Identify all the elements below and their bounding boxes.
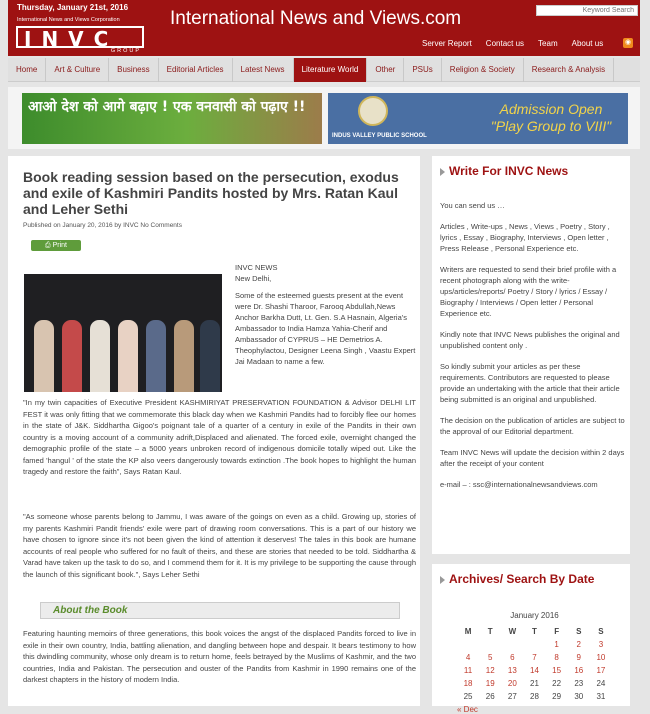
article-title: Book reading session based on the persecution, exodus and exile of Kashmiri Pandits hosted by Mrs. Ratan Kaul and Leher Sethi bbox=[23, 169, 399, 217]
calendar-day: 28 bbox=[530, 692, 539, 701]
article-panel bbox=[8, 156, 420, 706]
calendar bbox=[457, 611, 612, 714]
calendar-day[interactable]: 11 bbox=[463, 666, 473, 675]
school-banner[interactable] bbox=[328, 93, 628, 144]
calendar-month: January 2016 bbox=[510, 611, 559, 620]
calendar-day: 29 bbox=[552, 692, 562, 701]
nav-home[interactable]: Home bbox=[8, 58, 46, 82]
weekday: S bbox=[576, 627, 582, 636]
banner-row bbox=[8, 87, 640, 149]
paragraph-3: Featuring haunting memoirs of three generations, this book voices the angst of the displaced Pandits forced to live in exile in their own country, India, battling alienation, and dangling between hope and despair. It bears testimony to how this dwindling community, whose only dream is to return home, feels betrayed by the Muslims of Kashmir, and the two countries, India and Pakistan. The persecution and ouster of the Pandits from Kashmir in 1990 remains one of the darkest chapters in the history of modern India. bbox=[23, 629, 416, 684]
calendar-day[interactable]: 20 bbox=[507, 679, 517, 688]
logo-text: INVC bbox=[24, 27, 119, 51]
school-name: INDUS VALLEY PUBLIC SCHOOL bbox=[332, 133, 427, 139]
calendar-day bbox=[479, 638, 501, 651]
nav-psus[interactable]: PSUs bbox=[404, 58, 441, 82]
write-para: So kindly submit your articles as per these requirements. Contributors are requested to please provide an undertaking with the article that their article being submitted is an original and unpublished. bbox=[440, 362, 620, 404]
logo-group: GROUP bbox=[110, 48, 141, 54]
calendar-day[interactable]: 3 bbox=[598, 640, 604, 649]
triangle-icon bbox=[440, 576, 445, 584]
calendar-day[interactable]: 17 bbox=[596, 666, 606, 675]
current-date: Thursday, January 21st, 2016 bbox=[17, 3, 129, 12]
article-photo bbox=[24, 274, 222, 392]
nav-religion-society[interactable]: Religion & Society bbox=[442, 58, 524, 82]
contact-us-link[interactable]: Contact us bbox=[485, 39, 525, 48]
calendar-day[interactable]: 10 bbox=[596, 653, 606, 662]
paragraph-2: "As someone whose parents belong to Jammu, I was aware of the goings on even as a child. Growing up, stories of my parents Kashmiri Pandit friends' exile were part of drawing room conversations. This is a part of our history we have chosen to ignore since it's not been given the kind of attention it deserves! The tales in this book are humane accounts of real people who suffered for no fault of theirs, and these are stories that needed to be told. Siddhartha & Varad have taken up the task to do so, and I commend them for it. It is my privilege to be supporting the cause through the launch of this significant book.", Says Leher Sethi bbox=[23, 512, 416, 579]
logo-tagline: International News and Views Corporation bbox=[17, 17, 120, 23]
weekday: M bbox=[464, 627, 472, 636]
nav-other[interactable]: Other bbox=[367, 58, 404, 82]
calendar-day: 25 bbox=[463, 692, 473, 701]
site-header bbox=[8, 0, 640, 56]
about-us-link[interactable]: About us bbox=[571, 39, 604, 48]
calendar-day[interactable]: 8 bbox=[554, 653, 559, 662]
write-para: Kindly note that INVC News publishes the original and unpublished content only . bbox=[440, 330, 620, 350]
admission-line-2: "Play Group to VIII" bbox=[490, 118, 612, 134]
rss-icon[interactable]: ◉ bbox=[624, 39, 632, 46]
calendar-day bbox=[501, 638, 523, 651]
calendar-day[interactable]: 15 bbox=[552, 666, 562, 675]
intro-paragraph: Some of the esteemed guests present at the event were Dr. Shashi Tharoor, Farooq Abdullah,News Anchor Barkha Dutt, Lt. Gen. S.A Hasnain, Algeria's Ambassador to India Hamza Yahia-Cherif and Ambassador of CYPRUS – HE Demetrios A. Theophylactou, Designer Leena Singh , Vaastu Expert Jai Madaan to name a few. bbox=[235, 291, 416, 366]
email-address[interactable]: e-mail – : ssc@internationalnewsandviews.com bbox=[440, 480, 598, 489]
calendar-day[interactable]: 18 bbox=[463, 679, 473, 688]
server-report-link[interactable]: Server Report bbox=[422, 39, 472, 48]
calendar-day[interactable]: 1 bbox=[554, 640, 559, 649]
archive-heading-text: Archives/ Search By Date bbox=[449, 572, 595, 586]
calendar-day: 26 bbox=[485, 692, 495, 701]
calendar-day[interactable]: 7 bbox=[532, 653, 537, 662]
print-label: Print bbox=[52, 242, 67, 249]
write-heading bbox=[440, 164, 568, 178]
calendar-day[interactable]: 5 bbox=[487, 653, 493, 662]
school-emblem-icon bbox=[358, 96, 388, 126]
write-para: You can send us … bbox=[440, 201, 505, 210]
write-para: The decision on the publication of articles are subject to the approval of our Editorial department. bbox=[440, 416, 625, 436]
intro-text bbox=[235, 262, 416, 373]
admission-text bbox=[476, 101, 626, 135]
calendar-day: 21 bbox=[530, 679, 539, 688]
calendar-day: 31 bbox=[596, 692, 606, 701]
calendar-day[interactable]: 19 bbox=[485, 679, 495, 688]
calendar-day: 22 bbox=[552, 679, 562, 688]
archive-panel bbox=[432, 564, 630, 714]
site-title[interactable]: International News and Views.com bbox=[170, 8, 462, 29]
write-heading-text: Write For INVC News bbox=[449, 164, 569, 178]
invc-logo[interactable] bbox=[16, 17, 144, 55]
weekday: F bbox=[554, 627, 560, 636]
calendar-day[interactable]: 16 bbox=[574, 666, 584, 675]
calendar-day: 24 bbox=[596, 679, 606, 688]
write-para: Articles , Write-ups , News , Views , Poetry , Story , lyrics , Essay , Biography, Interviews , Open letter , Press Release , Personal Experience etc. bbox=[440, 222, 610, 253]
calendar-day bbox=[523, 638, 545, 651]
calendar-day[interactable]: 13 bbox=[507, 666, 517, 675]
write-body bbox=[440, 200, 625, 500]
calendar-day[interactable]: 2 bbox=[576, 640, 581, 649]
write-para: Writers are requested to send their brief profile with a recent photograph along with the write-ups/articles/reports/ Poetry / Story / lyrics / Essay / Biography / Interviews / Open letter / Personal Experience etc. bbox=[440, 265, 617, 318]
calendar-day: 27 bbox=[507, 692, 517, 701]
nav-editorial-articles[interactable]: Editorial Articles bbox=[159, 58, 233, 82]
education-banner[interactable] bbox=[22, 93, 322, 144]
calendar-day: 23 bbox=[574, 679, 584, 688]
calendar-prev-link[interactable]: « Dec bbox=[457, 705, 478, 714]
calendar-day[interactable]: 4 bbox=[465, 653, 471, 662]
search-input[interactable] bbox=[536, 5, 638, 16]
write-para: Team INVC News will update the decision within 2 days after the receipt of your content bbox=[440, 448, 625, 468]
weekday: W bbox=[508, 627, 517, 636]
top-links bbox=[422, 39, 603, 48]
nav-research-analysis[interactable]: Research & Analysis bbox=[524, 58, 614, 82]
about-heading: About the Book bbox=[40, 602, 400, 619]
article-meta: Published on January 20, 2016 by INVC No Comments bbox=[23, 222, 182, 229]
nav-art-culture[interactable]: Art & Culture bbox=[46, 58, 109, 82]
calendar-day[interactable]: 14 bbox=[530, 666, 539, 675]
nav-literature-world[interactable]: Literature World bbox=[294, 58, 368, 82]
weekday: T bbox=[532, 627, 537, 636]
print-button[interactable]: ⎙ Print bbox=[31, 240, 81, 251]
calendar-day bbox=[457, 638, 479, 651]
write-for-invc-panel bbox=[432, 156, 630, 554]
education-banner-text: आओ देश को आगे बढ़ाए ! एक वनवासी को पढ़ाए !! bbox=[28, 99, 306, 115]
admission-line-1: Admission Open bbox=[499, 101, 603, 117]
calendar-day: 30 bbox=[574, 692, 584, 701]
nav-latest-news[interactable]: Latest News bbox=[233, 58, 294, 82]
calendar-day[interactable]: 9 bbox=[576, 653, 581, 662]
byline-1: INVC NEWS bbox=[235, 263, 278, 272]
weekday: S bbox=[598, 627, 604, 636]
archive-heading bbox=[440, 572, 594, 586]
weekday: T bbox=[487, 627, 493, 636]
nav-business[interactable]: Business bbox=[109, 58, 158, 82]
byline-2: New Delhi, bbox=[235, 274, 272, 283]
sidebar bbox=[432, 156, 630, 714]
main-nav bbox=[8, 58, 640, 82]
team-link[interactable]: Team bbox=[538, 39, 558, 48]
triangle-icon bbox=[440, 168, 445, 176]
calendar-day[interactable]: 6 bbox=[510, 653, 515, 662]
paragraph-1: "In my twin capacities of Executive President KASHMIRIYAT PRESERVATION FOUNDATION & Advisor DELHI LIT FEST it was only fitting that we commemorate this black day when we Kashmiri Pandits had to forcibly flee our homes in the state of J&K. Siddhartha Gigoo's poignant tale of a quarter of a century in exile of the Pandits in their own country is a moving account of a community adrift,Displaced and alienated. The forced exile, overnight changed the demographic profile of the state – a 5000 years unbroken record of indigenous domicile totally wiped out. Like the famed 'hangul ' of the state the KP also veers dangerously towards extinction .The book hopes to highlight the human tragedy and restore the faith", Says Ratan Kaul. bbox=[23, 398, 416, 476]
calendar-day[interactable]: 12 bbox=[485, 666, 495, 675]
